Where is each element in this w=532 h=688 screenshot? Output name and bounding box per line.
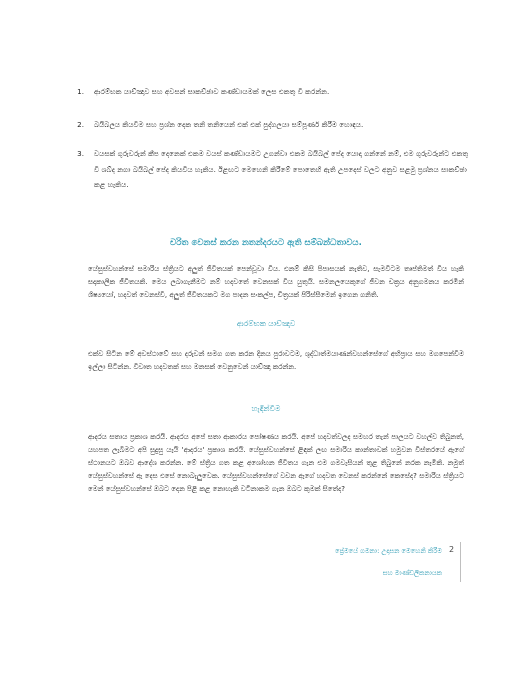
instruction-list	[72, 84, 472, 210]
page-number: 2	[449, 545, 455, 554]
paragraph-introduction: ආදරය සතාය ප්‍රකාශ කරයි. ආදරය අපේ සතා ආකාරය පෝෂණය කරයි. අපේ හදවත්වලද සමහර තැන් පාලයට වහල්ව තිබුනත්, යහපත ලැබීමට අපි සුදුසු යැයි 'ආදරය' ප්‍රකාශ කරයි. යේසුස්වහන්සේ ළිඳක් ලඟ සමාරිය කාන්තාවක් හමුවන විස්තරයේ ඇගේ ස්ථානයට ඔබව ආදේශ කරන්න. මේ ස්ත්‍රිය ගත කළ අශෝභන ජීවිතය ගැන එම ගමවැසියන් තුළ තිබුනේ නරක නැමිකි. නමුත් යේසුස්වහන්සේ ඇ දෙස එසේ නොබැලුවෙක. යේසුස්වහන්සේගේ වචන ඇගේ හදවත වෙනස් කරන්නේ කෙසේද? සමාරිය ස්ත්‍රියට මෙන් යේසුස්වහන්සේ ඔබට දෙන පිළි කළ නොහැකි වටිනාකම ගැන ඔබට කුමක් සිතේද?	[88, 433, 464, 493]
footer-title: ප්‍රේමයේ ගමනා: උදාසන මෙහෙනි කිරීම	[335, 547, 442, 555]
paragraph-relationship: යේසුස්වහන්සේ සමාරිය ස්ත්‍රියට අලුත් ජීවිතයක් පෙන්වූවා විය. එනම් කිසි පිපාසයක් නැතිව, සැමවිටම තෘප්තිමත් විය හැකි සදාකාලික ජීවිතයකි. මෙය ලබාගැනීමට නම් හදවතේ වෙනසක් විය යුතුයි. සමනලයෙකුගේ ජීවන චක්‍රය අනුගමනය කරමින් ශිෂ්‍යයෝ, හදවත් වෙනස්වී, අලුත් ජීවිතයකට මග පාදන සංකල්ප, චිත්‍රයක් පිරිස්සීමෙන් ඉගෙන ගනිති.	[88, 265, 464, 299]
list-text: බයිබලය කියවීම සහ ප්‍රශ්න දෙක තනි තනියෙන් එක් එක් පුද්ගලයා සම්පූර්ණ කිරීම හොඳය.	[94, 119, 364, 129]
list-text: වයසක් ගුරුවරුන් කීප දෙනෙක් එකම වයස් කණ්ඩායමට උගන්වා එකම බයිබල් පේද යොදා ගන්නේ නම්, එම ගුරුවරුන්ට එකතු වී ශබ්ද නගා බයිබල් පේද කියවිය හැකිය. ඊළඟට මෙහෙනි කිරීමේ පොතෙහි ඇති උපදෙස් වලට අනුව සළමු ප්‍රශ්නය සාකච්ඡා කළ හැකිය.	[94, 149, 469, 189]
section-heading-relationship: චරිත වෙනස් කරන නතන්දරයට ඇති සම්බන්ධතාවය.	[170, 238, 362, 248]
footer-subtitle: සහ මාණ්ඩලිකනායක	[382, 569, 442, 577]
list-item	[72, 117, 472, 133]
list-item	[72, 146, 472, 193]
section-heading-opening-prayer: ආරම්භක යාච්ඤාව	[236, 319, 296, 328]
list-number: 1.	[77, 87, 84, 96]
footer-divider	[460, 542, 461, 582]
list-number: 2.	[77, 119, 84, 129]
list-item	[72, 84, 472, 100]
list-text: ආරම්භක යාච්ඤාව සහ අවසන් සාකච්ඡාව කණ්ඩායමක් ලෙස එකතු වී කරන්න.	[94, 87, 330, 96]
list-number: 3.	[77, 149, 84, 158]
paragraph-opening-prayer: එක්ව සිටින මේ අවස්ථාවේ සහ දරුවන් සමග ගත කරන දිනය පුරාවටම, ශුද්ධාත්මයාණන්වහන්සේගේ අභිප්‍රාය සහ මගපෙන්වීම ඉල්ලා සිටින්න. විවෘත හදවතක් සහ මනසක් වෙනුවෙන් යාච්ඤා කරන්න.	[88, 350, 464, 371]
section-heading-introduction: හැඳින්වීම	[251, 404, 281, 413]
